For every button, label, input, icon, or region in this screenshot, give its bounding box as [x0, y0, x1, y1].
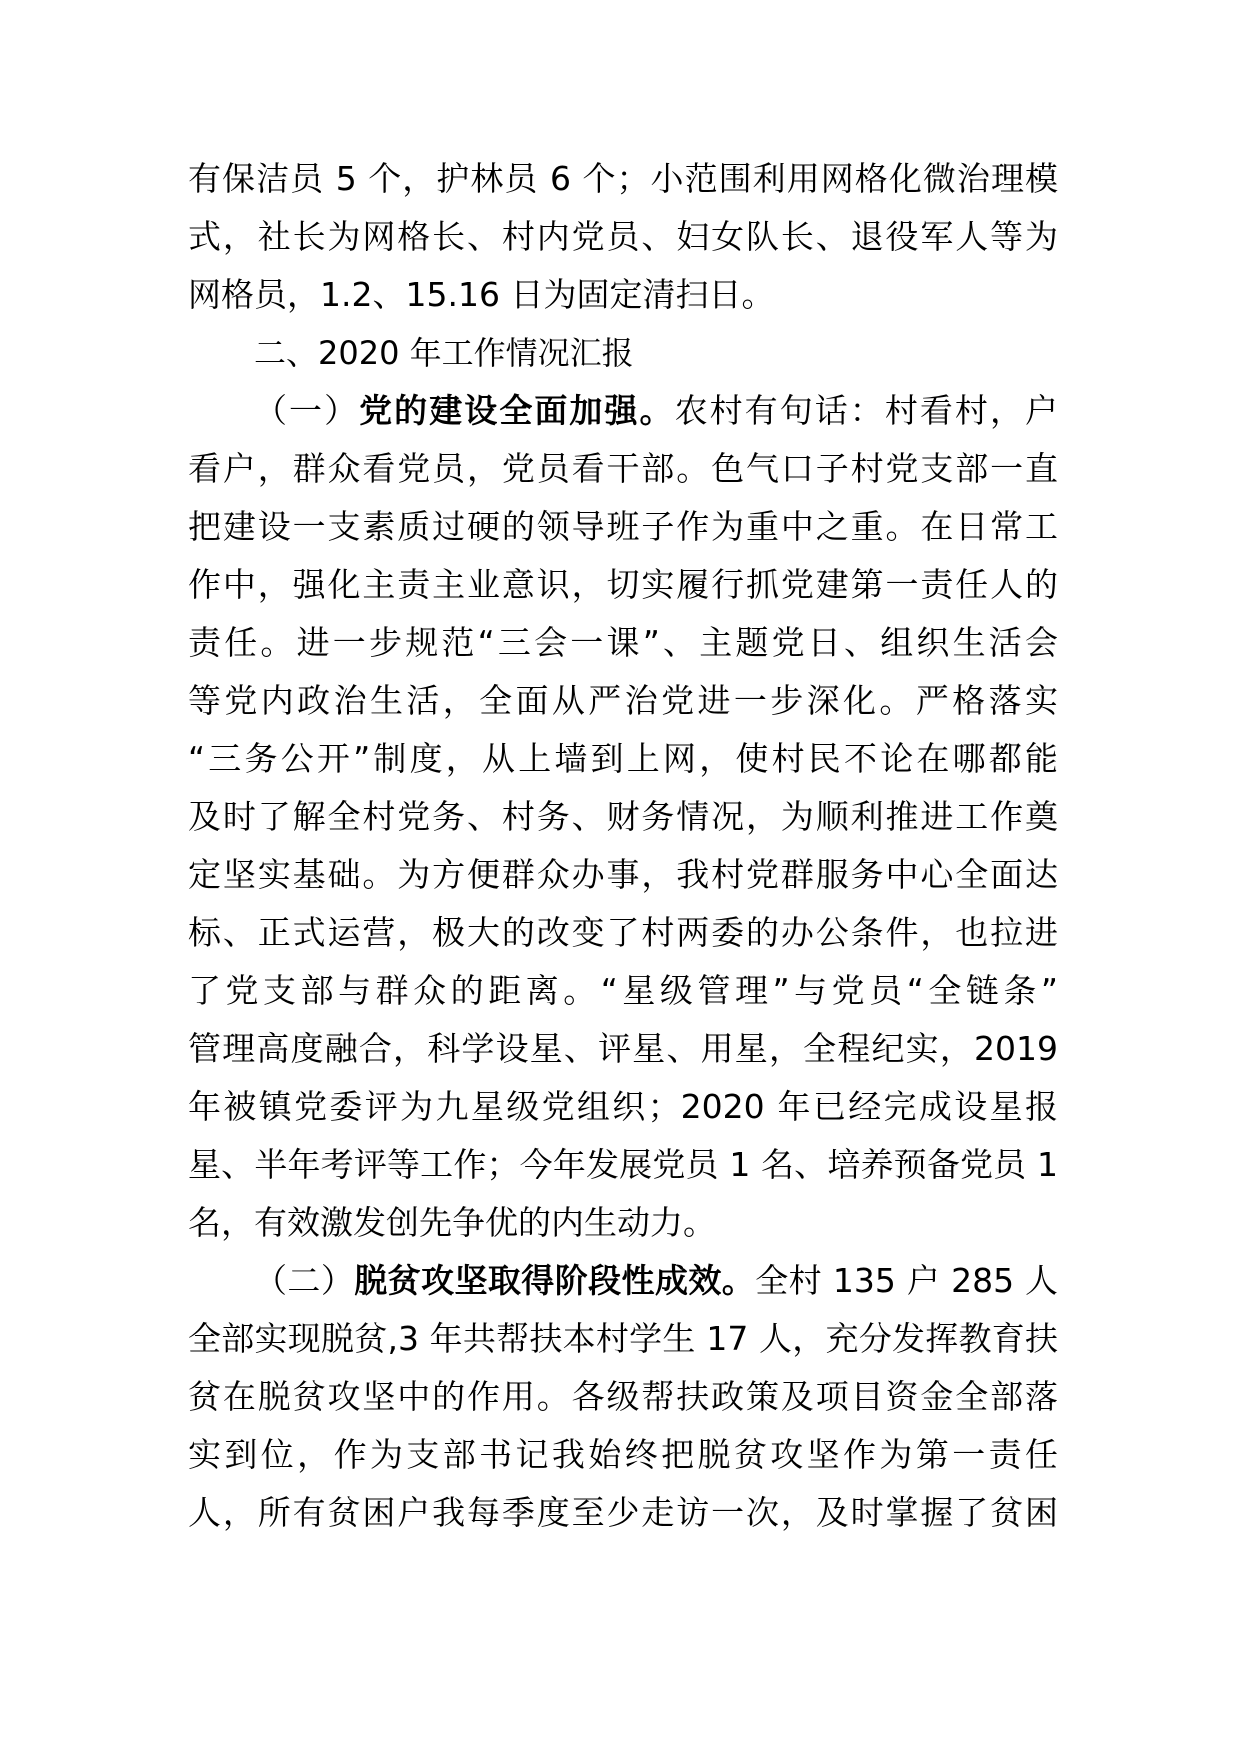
bold-title: 脱贫攻坚取得阶段性成效。 — [354, 1261, 756, 1300]
paragraph-line: 责任。进一步规范“三会一课”、主题党日、组织生活会 — [188, 623, 1058, 662]
first-line-text: 农村有句话：村看村，户 — [674, 391, 1059, 430]
item-label: （一） — [254, 391, 360, 430]
paragraph-line: 式，社长为网格长、村内党员、妇女队长、退役军人等为 — [188, 217, 1058, 256]
paragraph-line: 了党支部与群众的距离。“星级管理”与党员“全链条” — [188, 971, 1058, 1010]
paragraph-line: 及时了解全村党务、村务、财务情况，为顺利推进工作奠 — [188, 797, 1058, 836]
paragraph-line: 网格员，1.2、15.16 日为固定清扫日。 — [188, 275, 775, 314]
section-heading: 二、2020 年工作情况汇报 — [254, 334, 634, 372]
paragraph-line: 作中，强化主责主业意识，切实履行抓党建第一责任人的 — [188, 565, 1058, 604]
paragraph-line: 定坚实基础。为方便群众办事，我村党群服务中心全面达 — [188, 855, 1058, 894]
paragraph-line: 实到位，作为支部书记我始终把脱贫攻坚作为第一责任 — [188, 1435, 1058, 1474]
item-label: （二） — [254, 1261, 355, 1300]
paragraph-first-line — [254, 1252, 1058, 1310]
paragraph-line: 有保洁员 5 个，护林员 6 个；小范围利用网格化微治理模 — [188, 159, 1058, 198]
paragraph-line: 名，有效激发创先争优的内生动力。 — [188, 1203, 716, 1242]
paragraph-line: 贫在脱贫攻坚中的作用。各级帮扶政策及项目资金全部落 — [188, 1377, 1058, 1416]
paragraph-line: 等党内政治生活，全面从严治党进一步深化。严格落实 — [188, 681, 1058, 720]
paragraph-line: 全部实现脱贫,3 年共帮扶本村学生 17 人，充分发挥教育扶 — [188, 1319, 1058, 1358]
paragraph-line: 标、正式运营，极大的改变了村两委的办公条件，也拉进 — [188, 913, 1058, 952]
paragraph-line: 把建设一支素质过硬的领导班子作为重中之重。在日常工 — [188, 507, 1058, 546]
paragraph-first-line — [254, 382, 1058, 440]
paragraph-line: 看户，群众看党员，党员看干部。色气口子村党支部一直 — [188, 449, 1058, 488]
paragraph-line: 人，所有贫困户我每季度至少走访一次，及时掌握了贫困 — [188, 1493, 1058, 1532]
paragraph-line: “三务公开”制度，从上墙到上网，使村民不论在哪都能 — [188, 739, 1058, 778]
paragraph-line: 管理高度融合，科学设星、评星、用星，全程纪实，2019 — [188, 1029, 1058, 1068]
first-line-text: 全村 135 户 285 人 — [755, 1261, 1059, 1300]
paragraph-line: 星、半年考评等工作；今年发展党员 1 名、培养预备党员 1 — [188, 1145, 1058, 1184]
paragraph-line: 年被镇党委评为九星级党组织；2020 年已经完成设星报 — [188, 1087, 1058, 1126]
bold-title: 党的建设全面加强。 — [359, 391, 675, 430]
